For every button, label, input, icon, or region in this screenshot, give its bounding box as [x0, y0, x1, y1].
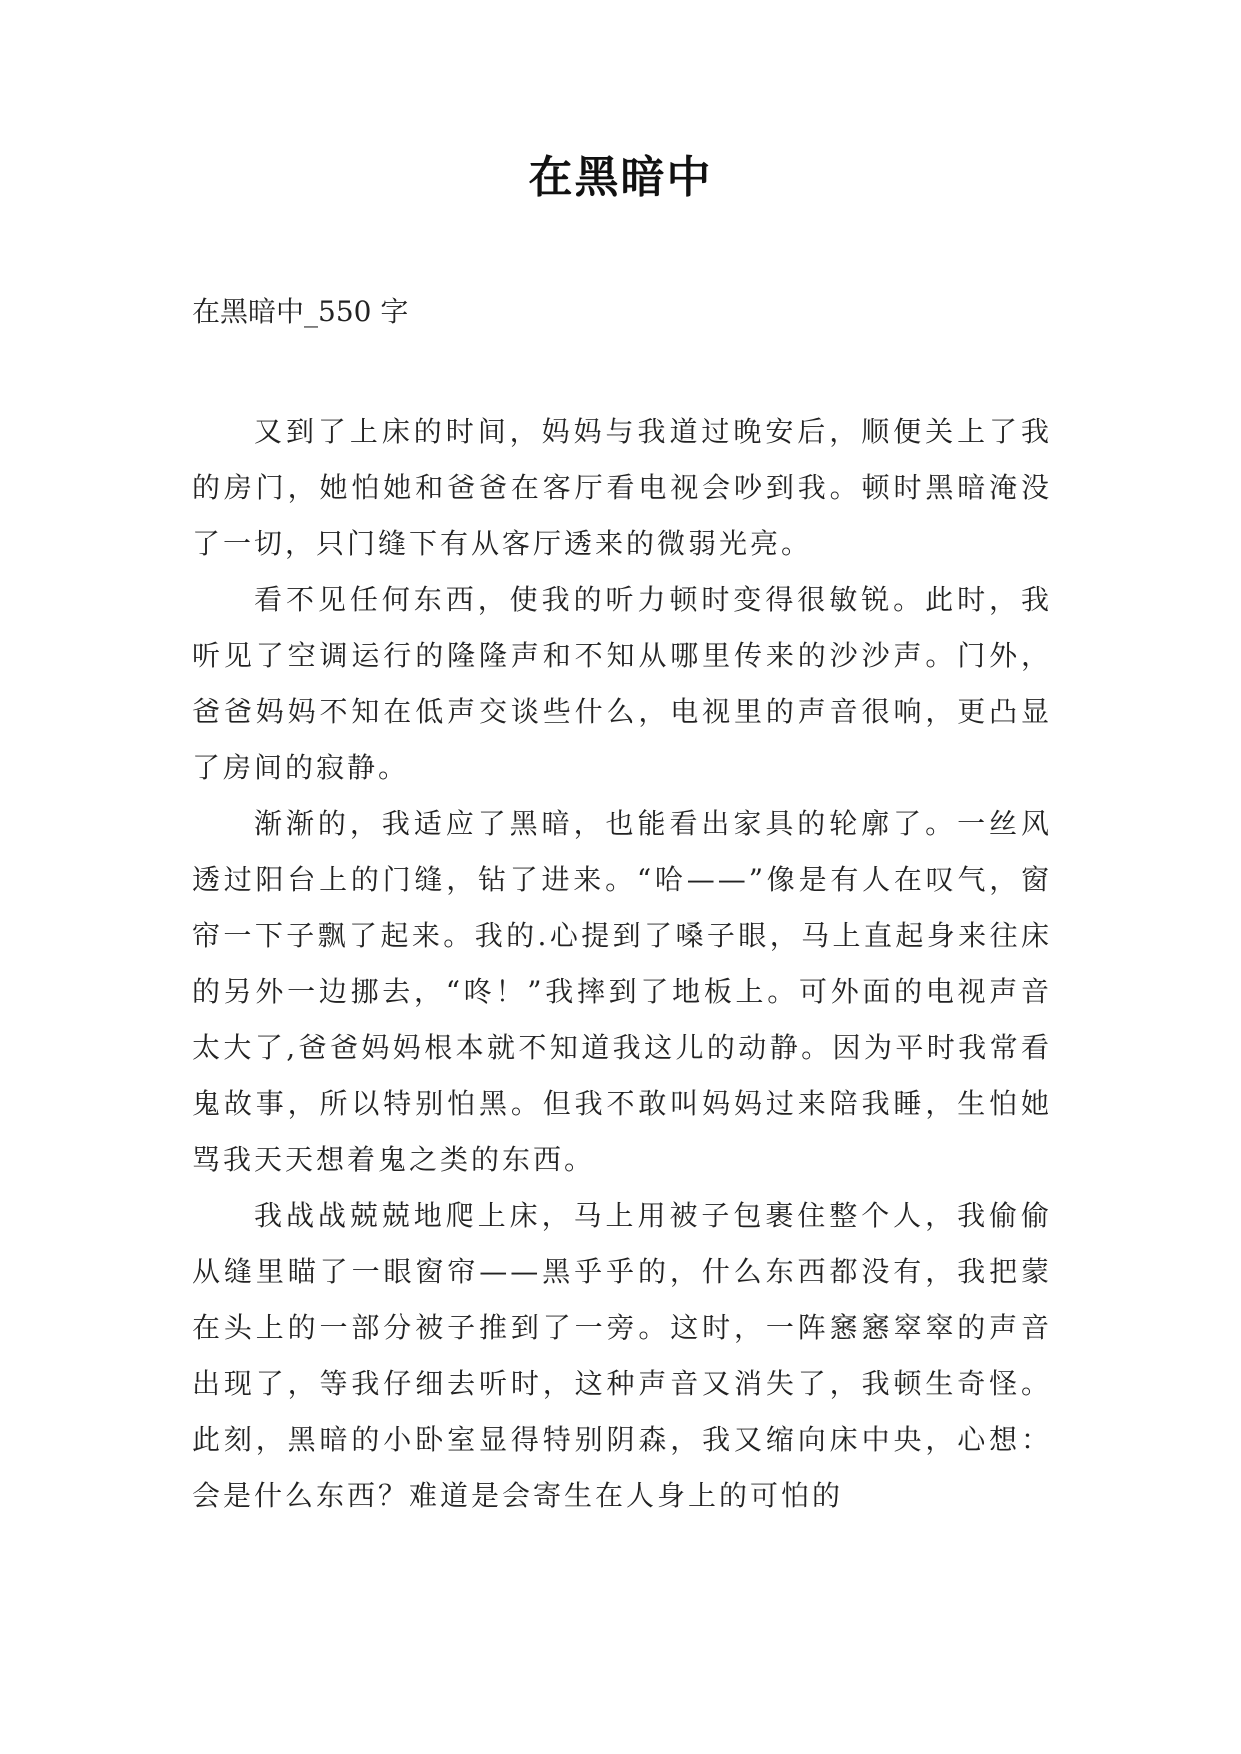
paragraph: 渐渐的，我适应了黑暗，也能看出家具的轮廓了。一丝风透过阳台上的门缝，钻了进来。“哈——”像是有人在叹气，窗帘一下子飘了起来。我的.心提到了嗓子眼，马上直起身来往床的另外一边挪去，“咚！”我摔到了地板上。可外面的电视声音太大了,爸爸妈妈根本就不知道我这儿的动静。因为平时我常看鬼故事，所以特别怕黑。但我不敢叫妈妈过来陪我睡，生怕她骂我天天想着鬼之类的东西。 — [192, 807, 1052, 1176]
paragraph: 看不见任何东西，使我的听力顿时变得很敏锐。此时，我听见了空调运行的隆隆声和不知从哪里传来的沙沙声。门外，爸爸妈妈不知在低声交谈些什么，电视里的声音很响，更凸显了房间的寂静。 — [192, 583, 1052, 784]
document-title: 在黑暗中 — [528, 152, 713, 203]
document-subtitle: 在黑暗中_550 字 — [192, 295, 409, 328]
paragraph: 又到了上床的时间，妈妈与我道过晚安后，顺便关上了我的房门，她怕她和爸爸在客厅看电视会吵到我。顿时黑暗淹没了一切，只门缝下有从客厅透来的微弱光亮。 — [192, 415, 1052, 560]
document-body — [192, 404, 1052, 1524]
paragraph: 我战战兢兢地爬上床，马上用被子包裹住整个人，我偷偷从缝里瞄了一眼窗帘——黑乎乎的，什么东西都没有，我把蒙在头上的一部分被子推到了一旁。这时，一阵窸窸窣窣的声音出现了，等我仔细去听时，这种声音又消失了，我顿生奇怪。此刻，黑暗的小卧室显得特别阴森，我又缩向床中央，心想：会是什么东西？难道是会寄生在人身上的可怕的 — [192, 1199, 1052, 1512]
